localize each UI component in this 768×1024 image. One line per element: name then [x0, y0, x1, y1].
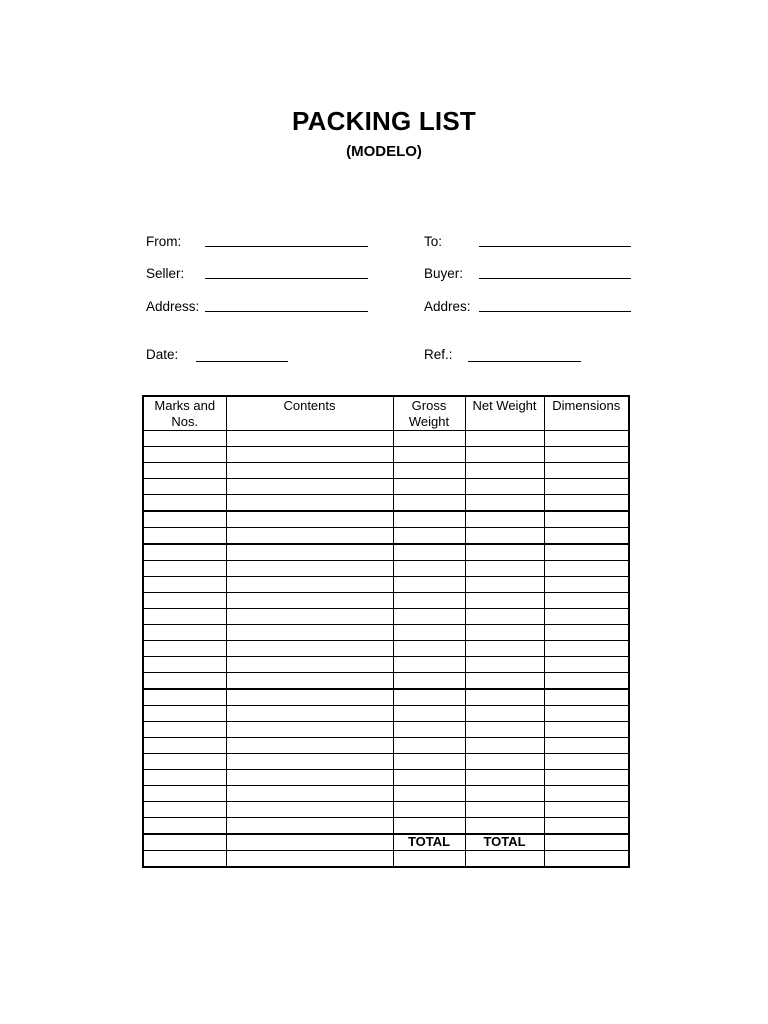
- table-cell[interactable]: [544, 479, 629, 495]
- table-cell[interactable]: [465, 738, 544, 754]
- table-cell[interactable]: [465, 447, 544, 463]
- table-cell[interactable]: [143, 561, 226, 577]
- table-row: [143, 431, 629, 447]
- table-cell[interactable]: [544, 641, 629, 657]
- table-cell[interactable]: [393, 511, 465, 528]
- table-cell[interactable]: [226, 786, 393, 802]
- table-cell[interactable]: [143, 851, 226, 868]
- table-cell[interactable]: [143, 479, 226, 495]
- table-cell[interactable]: [544, 657, 629, 673]
- table-cell[interactable]: [393, 706, 465, 722]
- table-cell[interactable]: [143, 431, 226, 447]
- table-cell[interactable]: [143, 754, 226, 770]
- table-cell[interactable]: [393, 818, 465, 835]
- table-cell[interactable]: [143, 528, 226, 545]
- table-cell[interactable]: [544, 609, 629, 625]
- table-cell[interactable]: [544, 495, 629, 512]
- table-cell[interactable]: [544, 818, 629, 835]
- table-cell[interactable]: [143, 722, 226, 738]
- table-cell[interactable]: [393, 754, 465, 770]
- table-cell[interactable]: [393, 561, 465, 577]
- seller-label: Seller:: [146, 266, 185, 281]
- table-row: [143, 770, 629, 786]
- table-row: [143, 463, 629, 479]
- table-cell[interactable]: [465, 463, 544, 479]
- table-cell[interactable]: [393, 722, 465, 738]
- table-cell[interactable]: [465, 722, 544, 738]
- table-cell[interactable]: [465, 544, 544, 561]
- table-cell[interactable]: [226, 754, 393, 770]
- table-row: [143, 544, 629, 561]
- table-cell[interactable]: [465, 786, 544, 802]
- table-cell[interactable]: [544, 544, 629, 561]
- table-cell[interactable]: [226, 722, 393, 738]
- table-cell[interactable]: [544, 463, 629, 479]
- table-cell[interactable]: [143, 447, 226, 463]
- to-label: To:: [424, 234, 443, 249]
- table-cell[interactable]: [393, 851, 465, 868]
- table-cell[interactable]: [393, 657, 465, 673]
- addres-label: Addres:: [424, 299, 471, 314]
- table-cell[interactable]: [143, 577, 226, 593]
- table-cell[interactable]: [544, 625, 629, 641]
- table-cell[interactable]: [465, 657, 544, 673]
- table-cell[interactable]: [393, 431, 465, 447]
- table-cell[interactable]: [143, 511, 226, 528]
- header-gross-weight: Gross Weight: [393, 396, 465, 431]
- to-field[interactable]: [479, 246, 631, 247]
- table-row: [143, 786, 629, 802]
- table-row: [143, 593, 629, 609]
- table-cell[interactable]: [143, 609, 226, 625]
- table-cell[interactable]: [544, 511, 629, 528]
- table-cell[interactable]: [393, 463, 465, 479]
- table-cell[interactable]: [393, 609, 465, 625]
- table-cell[interactable]: [544, 834, 629, 851]
- table-cell[interactable]: [226, 834, 393, 851]
- ref-field[interactable]: [468, 361, 581, 362]
- table-cell[interactable]: [544, 593, 629, 609]
- table-cell[interactable]: [393, 544, 465, 561]
- table-cell[interactable]: [544, 689, 629, 706]
- table-cell[interactable]: [143, 625, 226, 641]
- table-cell[interactable]: [393, 673, 465, 690]
- document-subtitle: (MODELO): [346, 143, 422, 160]
- date-field[interactable]: [196, 361, 288, 362]
- table-cell[interactable]: [143, 802, 226, 818]
- table-cell[interactable]: [465, 689, 544, 706]
- table-cell[interactable]: [544, 738, 629, 754]
- table-cell[interactable]: [226, 689, 393, 706]
- table-cell[interactable]: [465, 577, 544, 593]
- table-cell[interactable]: [393, 625, 465, 641]
- table-cell[interactable]: [393, 786, 465, 802]
- gross-weight-total-label: TOTAL: [393, 834, 465, 851]
- table-cell[interactable]: [465, 479, 544, 495]
- table-row: [143, 851, 629, 868]
- table-cell[interactable]: [465, 609, 544, 625]
- table-cell[interactable]: [544, 786, 629, 802]
- table-cell[interactable]: [465, 641, 544, 657]
- table-cell[interactable]: [465, 528, 544, 545]
- addres-field[interactable]: [479, 311, 631, 312]
- table-cell[interactable]: [226, 851, 393, 868]
- table-header-row: [143, 396, 629, 431]
- table-cell[interactable]: [544, 447, 629, 463]
- table-cell[interactable]: [143, 706, 226, 722]
- from-field[interactable]: [205, 246, 368, 247]
- table-row: [143, 706, 629, 722]
- table-cell[interactable]: [143, 544, 226, 561]
- table-cell[interactable]: [393, 770, 465, 786]
- table-cell[interactable]: [226, 657, 393, 673]
- table-cell[interactable]: [143, 834, 226, 851]
- table-cell[interactable]: [465, 593, 544, 609]
- table-cell[interactable]: [226, 593, 393, 609]
- table-cell[interactable]: [544, 528, 629, 545]
- table-row: [143, 818, 629, 835]
- seller-field[interactable]: [205, 278, 368, 279]
- header-dimensions: Dimensions: [544, 396, 629, 431]
- table-cell[interactable]: [465, 770, 544, 786]
- table-cell[interactable]: [393, 479, 465, 495]
- table-row: [143, 754, 629, 770]
- table-cell[interactable]: [393, 495, 465, 512]
- table-cell[interactable]: [393, 802, 465, 818]
- table-cell[interactable]: [393, 641, 465, 657]
- ref-label: Ref.:: [424, 347, 453, 362]
- table-cell[interactable]: [143, 738, 226, 754]
- table-row: [143, 738, 629, 754]
- table-cell[interactable]: [226, 706, 393, 722]
- table-row: [143, 722, 629, 738]
- table-cell[interactable]: [143, 657, 226, 673]
- net-weight-total-label: TOTAL: [465, 834, 544, 851]
- table-cell[interactable]: [544, 577, 629, 593]
- table-cell[interactable]: [544, 802, 629, 818]
- table-cell[interactable]: [465, 511, 544, 528]
- table-row: [143, 577, 629, 593]
- table-cell[interactable]: [465, 625, 544, 641]
- header-contents: Contents: [226, 396, 393, 431]
- header-marks-and-nos: Marks and Nos.: [143, 396, 226, 431]
- table-row: [143, 609, 629, 625]
- table-cell[interactable]: [465, 431, 544, 447]
- table-row: [143, 689, 629, 706]
- table-cell[interactable]: [465, 561, 544, 577]
- table-cell[interactable]: [544, 754, 629, 770]
- from-label: From:: [146, 234, 182, 249]
- table-cell[interactable]: [226, 511, 393, 528]
- table-cell[interactable]: [226, 673, 393, 690]
- table-cell[interactable]: [465, 818, 544, 835]
- table-row: [143, 479, 629, 495]
- table-cell[interactable]: [143, 818, 226, 835]
- table-cell[interactable]: [544, 770, 629, 786]
- table-cell[interactable]: [465, 673, 544, 690]
- table-cell[interactable]: [226, 431, 393, 447]
- table-row: [143, 802, 629, 818]
- table-cell[interactable]: [465, 706, 544, 722]
- table-row: [143, 673, 629, 690]
- table-cell[interactable]: [226, 577, 393, 593]
- buyer-label: Buyer:: [424, 266, 464, 281]
- table-cell[interactable]: [226, 447, 393, 463]
- table-row: [143, 641, 629, 657]
- table-cell[interactable]: [393, 577, 465, 593]
- table-cell[interactable]: [393, 447, 465, 463]
- table-cell[interactable]: [544, 561, 629, 577]
- table-row: [143, 625, 629, 641]
- table-cell[interactable]: [143, 593, 226, 609]
- table-cell[interactable]: [544, 706, 629, 722]
- table-cell[interactable]: [544, 851, 629, 868]
- table-cell[interactable]: [465, 754, 544, 770]
- table-row: [143, 511, 629, 528]
- table-cell[interactable]: [226, 528, 393, 545]
- table-cell[interactable]: [465, 851, 544, 868]
- table-cell[interactable]: [226, 802, 393, 818]
- table-cell[interactable]: [226, 641, 393, 657]
- table-cell[interactable]: [544, 431, 629, 447]
- table-cell[interactable]: [226, 544, 393, 561]
- table-cell[interactable]: [143, 770, 226, 786]
- table-row: [143, 447, 629, 463]
- table-cell[interactable]: [544, 722, 629, 738]
- document-title: PACKING LIST: [292, 106, 476, 136]
- table-cell[interactable]: [226, 770, 393, 786]
- table-cell[interactable]: [143, 689, 226, 706]
- table-cell[interactable]: [143, 673, 226, 690]
- table-cell[interactable]: [226, 625, 393, 641]
- table-cell[interactable]: [393, 738, 465, 754]
- table-cell[interactable]: [143, 463, 226, 479]
- table-cell[interactable]: [226, 818, 393, 835]
- table-cell[interactable]: [226, 609, 393, 625]
- address-label: Address:: [146, 299, 200, 314]
- table-cell[interactable]: [143, 495, 226, 512]
- table-row: [143, 495, 629, 512]
- table-cell[interactable]: [226, 463, 393, 479]
- table-row: [143, 657, 629, 673]
- table-cell[interactable]: [226, 495, 393, 512]
- table-cell[interactable]: [393, 593, 465, 609]
- total-row: [143, 834, 629, 851]
- table-cell[interactable]: [393, 689, 465, 706]
- table-cell[interactable]: [465, 802, 544, 818]
- packing-table: [142, 395, 630, 868]
- table-row: [143, 561, 629, 577]
- header-net-weight: Net Weight: [465, 396, 544, 431]
- table-cell[interactable]: [143, 786, 226, 802]
- table-cell[interactable]: [226, 738, 393, 754]
- table-cell[interactable]: [465, 495, 544, 512]
- address-field[interactable]: [205, 311, 368, 312]
- table-cell[interactable]: [544, 673, 629, 690]
- buyer-field[interactable]: [479, 278, 631, 279]
- table-cell[interactable]: [393, 528, 465, 545]
- date-label: Date:: [146, 347, 179, 362]
- table-cell[interactable]: [226, 561, 393, 577]
- table-row: [143, 528, 629, 545]
- table-cell[interactable]: [143, 641, 226, 657]
- table-cell[interactable]: [226, 479, 393, 495]
